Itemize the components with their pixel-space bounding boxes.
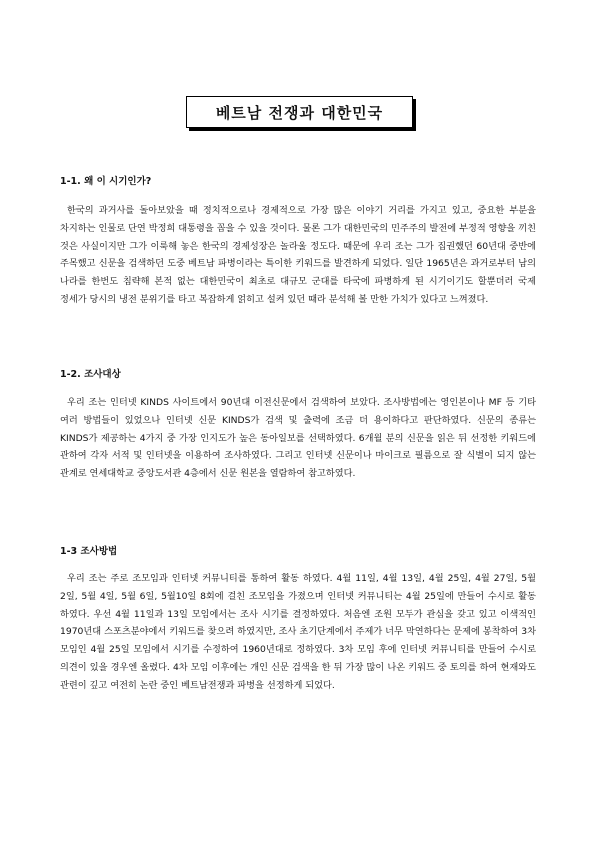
section-heading-3: 1-3 조사방법 <box>60 546 118 557</box>
section-body-2: 우리 조는 인터넷 KINDS 사이트에서 90년대 이전신문에서 검색하여 보았다. 조사방법에는 영인본이나 MF 등 기타 여러 방법들이 있었으나 인터넷 신문 KINDS가 검색 및 출력에 조금 더 용이하다고 판단하였다. 신문의 종류는 KINDS가 제공하는 4가지 중 가장 인지도가 높은 동아일보를 선택하였다. 6개월 분의 신문을 읽은 뒤 선정한 키워드에 관하여 각자 서적 및 인터넷을 이용하여 조사하였다. 그리고 인터넷 신문이나 마이크로 필름으로 잘 식별이 되지 않는 관계로 연세대학교 중앙도서관 4층에서 신문 원본을 열람하여 참고하였다. <box>60 397 536 480</box>
section-body-3: 우리 조는 주로 조모임과 인터넷 커뮤니티를 통하여 활동 하였다. 4월 11일, 4월 13일, 4월 25일, 4월 27일, 5월 2일, 5월 4일, 5월 6일, 5월10일 8회에 걸친 조모임을 가졌으며 인터넷 커뮤니티는 4월 25일에 만들어 수시로 활동 하였다. 우선 4월 11일과 13일 모임에서는 조사 시기를 결정하였다. 처음엔 조원 모두가 관심을 갖고 있고 이색적인 1970년대 스포츠분야에서 키워드를 찾으려 하였지만, 조사 초기단계에서 주제가 너무 막연하다는 문제에 봉착하여 3차 모임인 4월 25일 모임에서 시기를 수정하여 1960년대로 정하였다. 3차 모임 후에 인터넷 커뮤니티를 만들어 수시로 의견이 있을 경우엔 올렸다. 4차 모임 이후에는 개인 신문 검색을 한 뒤 가장 많이 나온 키워드 중 토의를 하여 현재와도 관련이 깊고 여전히 논란 중인 베트남전쟁과 파병을 선정하게 되었다. <box>60 573 536 691</box>
document-title: 베트남 전쟁과 대한민국 <box>215 103 384 122</box>
section-heading-2: 1-2. 조사대상 <box>60 369 121 380</box>
title-box <box>186 96 413 128</box>
section-heading-1: 1-1. 왜 이 시기인가? <box>60 176 152 187</box>
section-body-1: 한국의 과거사를 돌아보았을 때 정치적으로나 경제적으로 가장 많은 이야기 거리를 가지고 있고, 중요한 부분을 차지하는 인물로 단연 박정희 대통령을 꼽을 수 있을 것이다. 물론 그가 대한민국의 민주주의 발전에 부정적 영향을 끼친 것은 사실이지만 그가 이룩해 놓은 한국의 경제성장은 놀라울 정도다. 때문에 우리 조는 그가 집권했던 60년대 중반에 주목했고 신문을 검색하던 도중 베트남 파병이라는 특이한 키워드를 발견하게 되었다. 일단 1965년은 과거로부터 남의 나라를 한번도 침략해 본적 없는 대한민국이 최초로 대규모 군대를 타국에 파병하게 된 시기이기도 할뿐더러 국제 정세가 당시의 냉전 분위기를 타고 복잡하게 얽히고 설켜 있던 때라 분석해 볼 만한 가치가 있다고 느껴졌다. <box>60 205 536 305</box>
